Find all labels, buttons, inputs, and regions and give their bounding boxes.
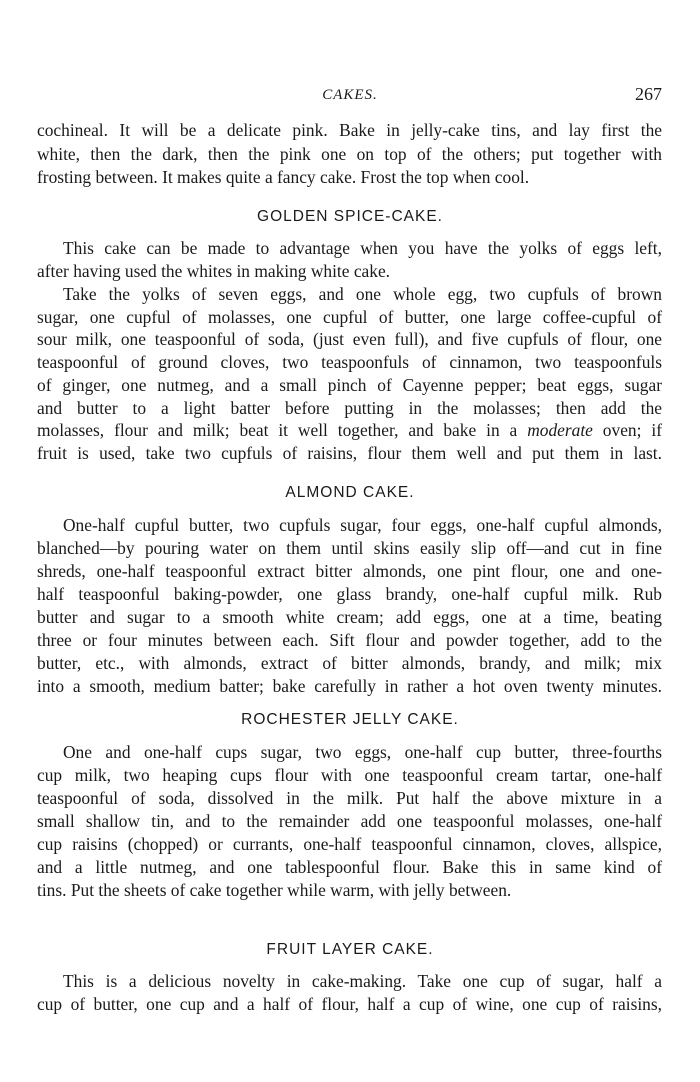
text-line: This cake can be made to advantage when you have the yolks of eggs left,	[63, 238, 662, 258]
text-line: blanched—by pouring water on them until skins easily slip off—and cut in fine	[37, 538, 662, 558]
recipe-heading: ROCHESTER JELLY CAKE.	[241, 711, 459, 728]
text-line: One-half cupful butter, two cupfuls sugar, four eggs, one-half cupful almonds,	[63, 515, 662, 535]
text-line: and butter to a light batter before putting in the molasses; then add the	[37, 397, 662, 418]
recipe-heading: GOLDEN SPICE-CAKE.	[257, 208, 443, 225]
text-line: shreds, one-half teaspoonful extract bitter almonds, one pint flour, one and one-	[37, 561, 662, 581]
text-line: of ginger, one nutmeg, and a small pinch of Cayenne pepper; beat eggs, sugar	[37, 374, 662, 395]
text-line: molasses, flour and milk; beat it well together, and bake in a moderate oven; if	[37, 420, 662, 441]
text-line: white, then the dark, then the pink one on top of the others; put together with	[37, 143, 662, 164]
text-line: butter and sugar to a smooth white cream; add eggs, one at a time, beating	[37, 607, 662, 627]
text-line: and a little nutmeg, and one tablespoonful flour. Bake this in same kind of	[37, 857, 662, 877]
text-line: This is a delicious novelty in cake-making. Take one cup of sugar, half a	[63, 971, 662, 991]
text-line: cochineal. It will be a delicate pink. Bake in jelly-cake tins, and lay first the	[37, 120, 662, 140]
emphasis: moderate	[527, 420, 593, 441]
text-line: fruit is used, take two cupfuls of raisins, flour them well and put them in last.	[37, 442, 662, 463]
text-line: small shallow tin, and to the remainder add one teaspoonful molasses, one-half	[37, 811, 662, 831]
text-line: cup milk, two heaping cups flour with one teaspoonful cream tartar, one-half	[37, 765, 662, 785]
page-number: 267	[635, 84, 662, 104]
text-line: after having used the whites in making white cake.	[37, 260, 391, 281]
text-line: Take the yolks of seven eggs, and one whole egg, two cupfuls of brown	[63, 284, 662, 304]
text-line: sour milk, one teaspoonful of soda, (just even full), and five cupfuls of flour, one	[37, 329, 662, 350]
text-line: three or four minutes between each. Sift flour and powder together, add to the	[37, 630, 662, 650]
text-line: into a smooth, medium batter; bake carefully in rather a hot oven twenty minutes.	[37, 676, 662, 696]
text-line: frosting between. It makes quite a fancy cake. Frost the top when cool.	[37, 167, 530, 187]
text-line: teaspoonful of soda, dissolved in the milk. Put half the above mixture in a	[37, 788, 662, 808]
recipe-heading: ALMOND CAKE.	[285, 484, 415, 501]
recipe-heading: FRUIT LAYER CAKE.	[266, 941, 434, 958]
text-line: tins. Put the sheets of cake together while warm, with jelly between.	[37, 880, 512, 900]
text-line: sugar, one cupful of molasses, one cupful of butter, one large coffee-cupful of	[37, 306, 662, 327]
text-line: One and one-half cups sugar, two eggs, one-half cup butter, three-fourths	[63, 742, 662, 762]
running-title: CAKES.	[322, 87, 378, 103]
text-line: butter, etc., with almonds, extract of bitter almonds, brandy, and milk; mix	[37, 653, 662, 673]
text-line: half teaspoonful baking-powder, one glass brandy, one-half cupful milk. Rub	[37, 584, 662, 604]
text-line: teaspoonful of ground cloves, two teaspoonfuls of cinnamon, two teaspoonfuls	[37, 352, 662, 373]
text-line: cup of butter, one cup and a half of flour, half a cup of wine, one cup of raisins,	[37, 994, 662, 1014]
text-line: cup raisins (chopped) or currants, one-half teaspoonful cinnamon, cloves, allspice,	[37, 834, 662, 854]
